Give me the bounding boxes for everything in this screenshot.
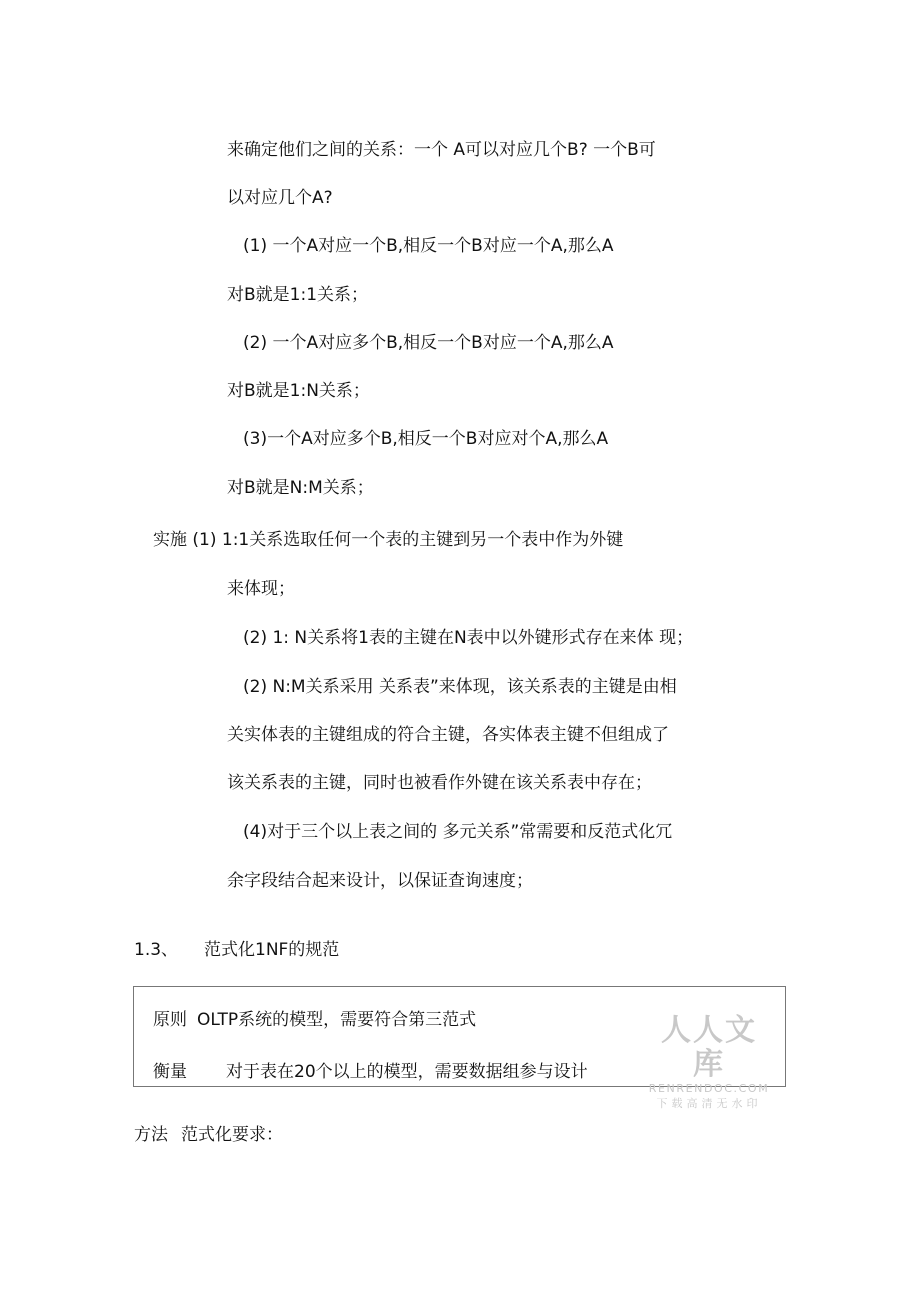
paragraph-line: (2) N:M关系采用 关系表”来体现，该关系表的主键是由相 [243,677,677,697]
paragraph-line: 该关系表的主键，同时也被看作外键在该关系表中存在； [227,773,652,793]
section-title: 范式化1NF的规范 [204,940,340,960]
paragraph-line: (1) 一个A对应一个B,相反一个B对应一个A,那么A [243,236,614,256]
watermark-subtitle: 下载高清无水印 [656,1097,762,1110]
section-number: 1.3、 [134,940,179,960]
paragraph-line: 来确定他们之间的关系：一个 A可以对应几个B? 一个B可 [227,140,656,160]
paragraph-line: 对B就是N:M关系； [227,478,374,498]
paragraph-line: (2) 1: N关系将1表的主键在N表中以外键形式存在来体 现； [243,628,694,648]
paragraph-line: 关实体表的主键组成的符合主键，各实体表主键不但组成了 [227,725,669,745]
principle-label: 原则 [153,1010,187,1030]
paragraph-line: 对B就是1:N关系； [227,381,370,401]
paragraph-line: 实施 (1) 1:1关系选取任何一个表的主键到另一个表中作为外键 [153,530,624,550]
principle-text: OLTP系统的模型，需要符合第三范式 [197,1010,477,1030]
watermark-logo [646,1014,772,1111]
paragraph-line: 来体现； [227,579,295,599]
method-label: 方法 [134,1125,168,1145]
paragraph-line: 对B就是1:1关系； [227,285,369,305]
paragraph-line: 以对应几个A? [227,188,333,208]
watermark-url: RENRENDOC.COM [648,1082,770,1095]
watermark-title: 人人文库 [661,1013,757,1082]
paragraph-line: (4)对于三个以上表之间的 多元关系”常需要和反范式化冗 [243,822,673,842]
paragraph-line: 余字段结合起来设计，以保证查询速度； [227,871,533,891]
measure-label: 衡量 [153,1062,187,1082]
paragraph-line: (2) 一个A对应多个B,相反一个B对应一个A,那么A [243,333,614,353]
paragraph-line: (3)一个A对应多个B,相反一个B对应对个A,那么A [243,429,609,449]
measure-text: 对于表在20个以上的模型，需要数据组参与设计 [226,1062,588,1082]
method-text: 范式化要求： [181,1125,283,1145]
